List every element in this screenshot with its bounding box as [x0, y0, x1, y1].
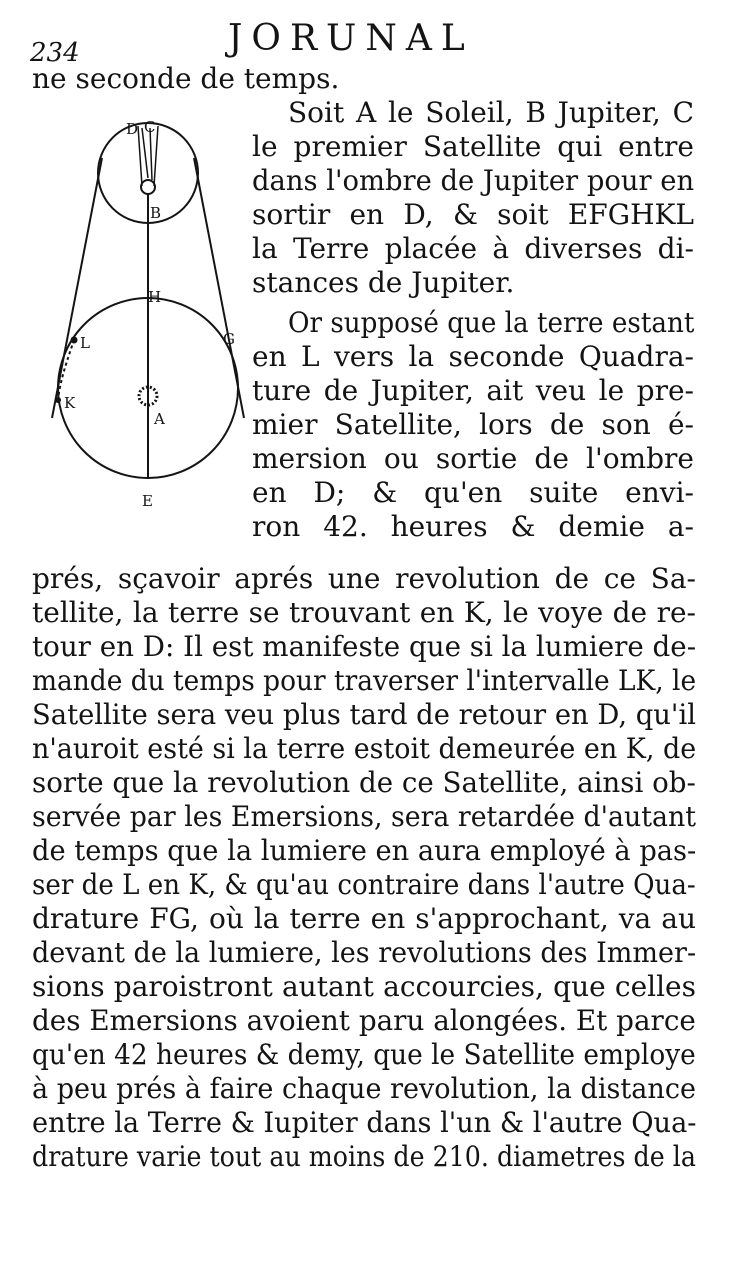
text-line: stances de Jupiter. [252, 266, 515, 299]
text-line: Soit A le Soleil, B Jupiter, C [288, 96, 694, 129]
text-line: de temps que la lumiere en aura employé à pas- [32, 834, 697, 867]
text-line: ron 42. heures & demie a- [252, 510, 694, 543]
label-a: A [154, 410, 165, 428]
tangent-line-right [194, 158, 244, 418]
text-line: prés, sçavoir aprés une revolution de ce Sa- [32, 562, 696, 595]
label-c: C [144, 118, 156, 136]
label-l: L [80, 334, 90, 352]
text-line: sortir en D, & soit EFGHKL [252, 198, 694, 231]
text-line: la Terre placée à diverses di- [252, 232, 694, 265]
text-line: en L vers la seconde Quadra- [252, 340, 694, 373]
label-b: B [150, 204, 162, 222]
text-line: mier Satellite, lors de son é- [252, 408, 694, 441]
jupiter-body [141, 180, 155, 194]
label-h: H [148, 288, 162, 306]
text-line: sorte que la revolution de ce Satellite, ainsi ob- [32, 766, 696, 799]
astronomical-figure [50, 118, 250, 518]
text-line: devant de la lumiere, les revolutions des Immer- [32, 936, 697, 969]
tangent-line-left [52, 158, 102, 418]
text-line: ture de Jupiter, ait veu le pre- [252, 374, 694, 407]
running-title: JORUNAL [228, 18, 474, 59]
text-line: tour en D: Il est manifeste que si la lumiere de- [32, 630, 697, 663]
text-line: le premier Satellite qui entre [252, 130, 694, 163]
label-e: E [142, 492, 153, 510]
text-line: Or supposé que la terre estant [288, 306, 695, 339]
text-line: n'auroit esté si la terre estoit demeurée en K, de [32, 732, 697, 765]
label-d: D [126, 120, 139, 138]
text-line: des Emersions avoient paru alongées. Et parce [32, 1004, 696, 1037]
label-g: G [223, 330, 235, 348]
text-line: ne seconde de temps. [32, 62, 340, 95]
text-line: dans l'ombre de Jupiter pour en [252, 164, 695, 197]
text-line: en D; & qu'en suite envi- [252, 476, 694, 509]
text-line: drature varie tout au moins de 210. diametres de la [32, 1140, 696, 1173]
text-line: Satellite sera veu plus tard de retour en D, qu'il [32, 698, 696, 731]
page-number: 234 [30, 38, 80, 68]
text-line: tellite, la terre se trouvant en K, le voye de re- [32, 596, 696, 629]
text-line: ser de L en K, & qu'au contraire dans l'autre Qua- [32, 868, 696, 901]
text-line: servée par les Emersions, sera retardée d'autant [32, 800, 696, 833]
text-line: sions paroistront autant accourcies, que celles [32, 970, 696, 1003]
text-line: mersion ou sortie de l'ombre [252, 442, 694, 475]
text-line: drature FG, où la terre en s'approchant, va au [32, 902, 696, 935]
text-line: qu'en 42 heures & demy, que le Satellite employe [32, 1038, 696, 1071]
text-line: mande du temps pour traverser l'intervalle LK, le [32, 664, 697, 697]
text-line: à peu prés à faire chaque revolution, la distance [32, 1072, 697, 1105]
label-k: K [64, 394, 76, 412]
text-line: entre la Terre & Iupiter dans l'un & l'autre Qua- [32, 1106, 697, 1139]
